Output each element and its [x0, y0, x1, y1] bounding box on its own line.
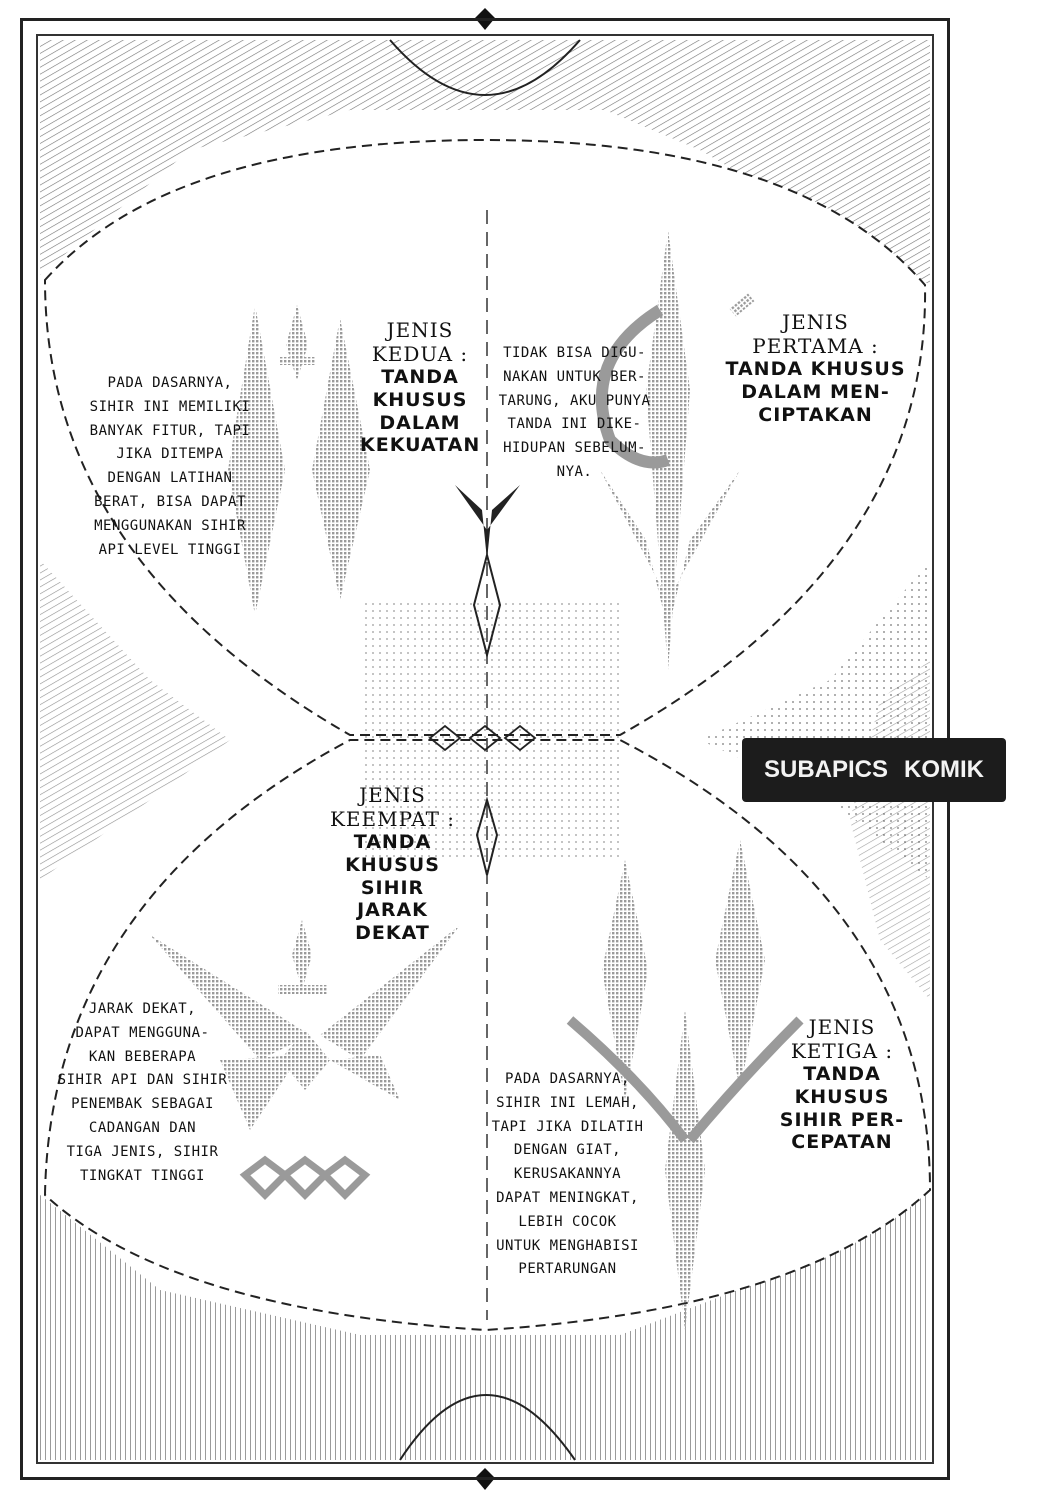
description-line: PENEMBAK SEBAGAI [71, 1096, 214, 1113]
description-line: DENGAN GIAT, [513, 1142, 622, 1159]
third-type-small-line: JENIS [808, 1015, 876, 1039]
second-type-bold-line: KHUSUS [372, 388, 468, 411]
description-line: DAPAT MENGGUNA- [75, 1024, 210, 1041]
fourth-type-small-line: KEEMPAT : [329, 807, 456, 831]
third-type-bold-line: TANDA [803, 1063, 881, 1085]
first-type-bold-line: DALAM MEN- [741, 380, 890, 403]
description-line: KAN BEBERAPA [88, 1048, 197, 1065]
third-type-bold-line: CEPATAN [791, 1131, 893, 1154]
description-line: BANYAK FITUR, TAPI [89, 422, 251, 439]
second-type-label [360, 318, 480, 457]
description-line: API LEVEL TINGGI [98, 541, 242, 558]
second-type-bold-line: DALAM [379, 411, 461, 434]
fourth-type-bold-line: KHUSUS [345, 853, 440, 876]
second-type-bold-line: KEKUATAN [360, 434, 481, 457]
description-line: JARAK DEKAT, [88, 1001, 197, 1017]
fourth-type-bold-line: JARAK [357, 899, 428, 922]
subapics-komik-watermark [742, 738, 1006, 802]
description-line: TAPI JIKA DILATIH [491, 1118, 644, 1135]
description-line: PERTARUNGAN [518, 1261, 617, 1278]
description-line: HIDUPAN SEBELUM- [503, 440, 646, 457]
description-line: TIDAK BISA DIGU- [503, 345, 646, 361]
fourth-type-bold-line: SIHIR [360, 876, 425, 899]
description-line: TANDA INI DIKE- [507, 416, 642, 433]
first-type-bold-line: TANDA KHUSUS [725, 358, 906, 380]
watermark-left-text: SUBAPICS [763, 756, 889, 783]
description-line: TINGKAT TINGGI [79, 1167, 205, 1184]
description-line: SIHIR INI LEMAH, [496, 1094, 639, 1111]
third-type-label [772, 1015, 912, 1154]
description-line: LEBIH COCOK [518, 1213, 617, 1230]
description-line: PADA DASARNYA, [107, 375, 233, 391]
description-line: KERUSAKANNYA [513, 1166, 622, 1183]
description-line: SIHIR INI MEMILIKI [89, 398, 251, 415]
description-line: TIGA JENIS, SIHIR [66, 1143, 219, 1160]
second-type-small-line: KEDUA : [371, 342, 469, 366]
description-line: NAKAN UNTUK BER- [503, 368, 646, 385]
fourth-type-bold-line: DEKAT [355, 922, 430, 945]
fourth-type-bold-line: TANDA [353, 831, 432, 853]
fourth-type-small-line: JENIS [359, 783, 426, 807]
fourth-type-label [325, 783, 460, 945]
description-line: MENGGUNAKAN SIHIR [94, 517, 246, 534]
fourth-type-description [40, 998, 245, 1188]
description-line: PADA DASARNYA, [504, 1071, 630, 1087]
description-line: NYA. [556, 463, 593, 480]
second-type-description [70, 372, 270, 562]
third-type-bold-line: KHUSUS [794, 1085, 890, 1108]
third-type-description [475, 1068, 660, 1282]
second-type-bold-line: TANDA [381, 366, 459, 388]
description-line: CADANGAN DAN [88, 1119, 197, 1136]
description-line: DAPAT MENINGKAT, [496, 1189, 639, 1206]
description-line: TARUNG, AKU PUNYA [498, 392, 651, 409]
third-type-bold-line: SIHIR PER- [779, 1108, 905, 1131]
watermark-right-text: KOMIK [904, 756, 985, 783]
description-line: BERAT, BISA DAPAT [94, 493, 246, 510]
description-line: SIHIR API DAN SIHIR [57, 1072, 228, 1089]
first-type-label [718, 310, 913, 426]
first-type-small-line: PERTAMA : [752, 334, 879, 358]
first-type-description [482, 342, 667, 485]
description-line: UNTUK MENGHABISI [496, 1237, 639, 1254]
second-type-small-line: JENIS [386, 318, 454, 342]
first-type-bold-line: CIPTAKAN [758, 403, 873, 426]
description-line: JIKA DITEMPA [116, 446, 224, 463]
description-line: DENGAN LATIHAN [107, 470, 233, 487]
first-type-small-line: JENIS [782, 310, 849, 334]
third-type-small-line: KETIGA : [790, 1039, 894, 1063]
